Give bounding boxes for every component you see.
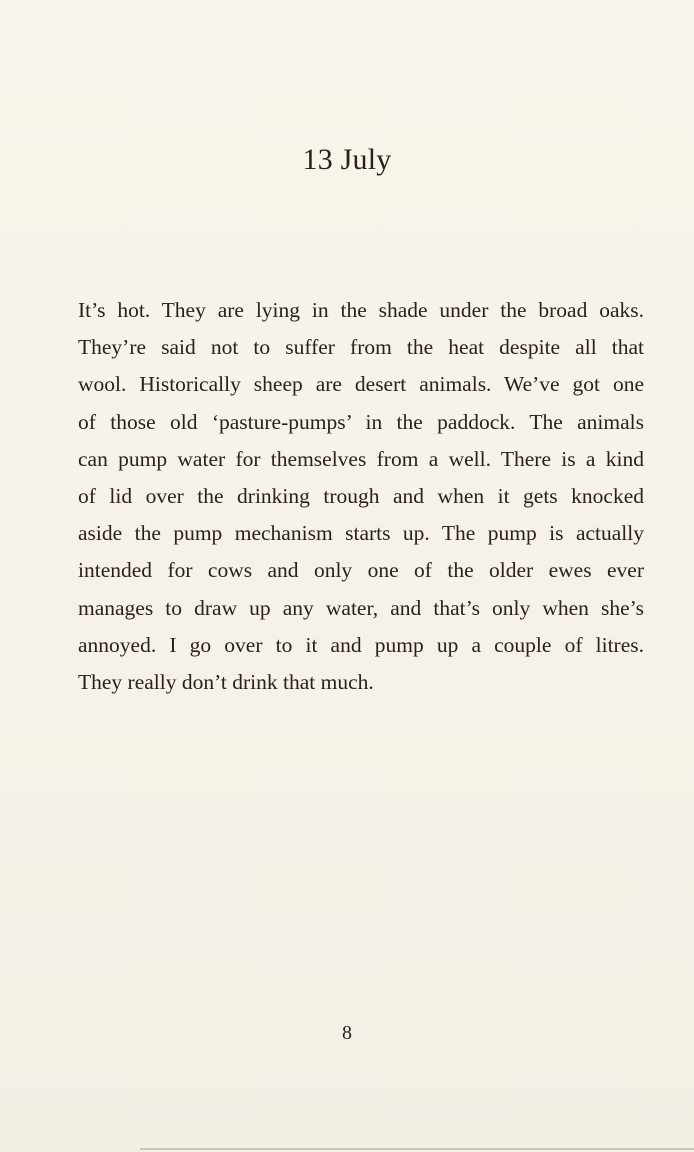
paragraph-line: It’s hot. They are lying in the shade under the broad oaks.	[78, 298, 644, 322]
paragraph-line: intended for cows and only one of the older ewes ever	[78, 558, 644, 583]
paragraph-line: aside the pump mechanism starts up. The pump is actually	[78, 521, 644, 546]
paragraph-line: wool. Historically sheep are desert animals. We’ve got one	[78, 372, 644, 397]
paragraph-line: can pump water for themselves from a well. There is a kind	[78, 446, 644, 471]
body-paragraph	[78, 292, 644, 701]
paragraph-line: They really don’t drink that much.	[78, 669, 374, 694]
paragraph-line: of those old ‘pasture-pumps’ in the paddock. The animals	[78, 409, 644, 434]
paragraph-line: of lid over the drinking trough and when it gets knocked	[78, 483, 644, 508]
paragraph-line: annoyed. I go over to it and pump up a couple of litres.	[78, 632, 644, 657]
page-number: 8	[342, 1022, 352, 1044]
paragraph-line: manages to draw up any water, and that’s only when she’s	[78, 595, 644, 620]
page-edge-shadow	[140, 1148, 694, 1150]
chapter-title: 13 July	[302, 143, 392, 176]
paragraph-line: They’re said not to suffer from the heat despite all that	[78, 335, 644, 360]
